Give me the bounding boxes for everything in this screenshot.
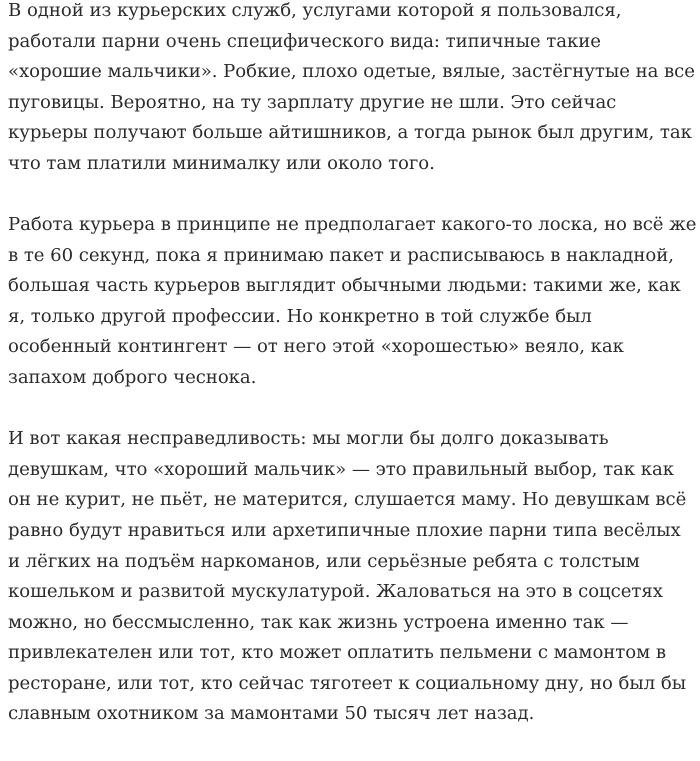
- paragraph-3: И вот какая несправедливость: мы могли бы долго доказывать девушкам, что «хороший мальчик» — это правильный выбор, так как он не курит, не пьёт, не матерится, слушается маму. Но девушкам всё равно будут нравиться или архетипичные плохие парни типа весёлых и лёгких на подъём наркоманов, или серьёзные ребята с толстым кошельком и развитой мускулатурой. Жаловаться на это в соцсетях можно, но бессмысленно, так как жизнь устроена именно так — привлекателен или тот, кто может оплатить пельмени с мамонтом в ресторане, или тот, кто сейчас тяготеет к социальному дну, но был бы славным охотником за мамонтами 50 тысяч лет назад.: [8, 428, 687, 725]
- paragraph-2: Работа курьера в принципе не предполагает какого-то лоска, но всё же в те 60 секунд, пока я принимаю пакет и расписываюсь в накладной, большая часть курьеров выглядит обычными людьми: такими же, как я, только другой профессии. Но конкретно в той службе был особенный контингент — от него этой «хорошестью» веяло, как запахом доброго чеснока.: [8, 214, 697, 389]
- paragraph-1: В одной из курьерских служб, услугами которой я пользовался, работали парни очень специфического вида: типичные такие «хорошие мальчики». Робкие, плохо одетые, вялые, застёгнутые на все пуговицы. Вероятно, на ту зарплату другие не шли. Это сейчас курьеры получают больше айтишников, а тогда рынок был другим, так что там платили минималку или около того.: [8, 0, 695, 174]
